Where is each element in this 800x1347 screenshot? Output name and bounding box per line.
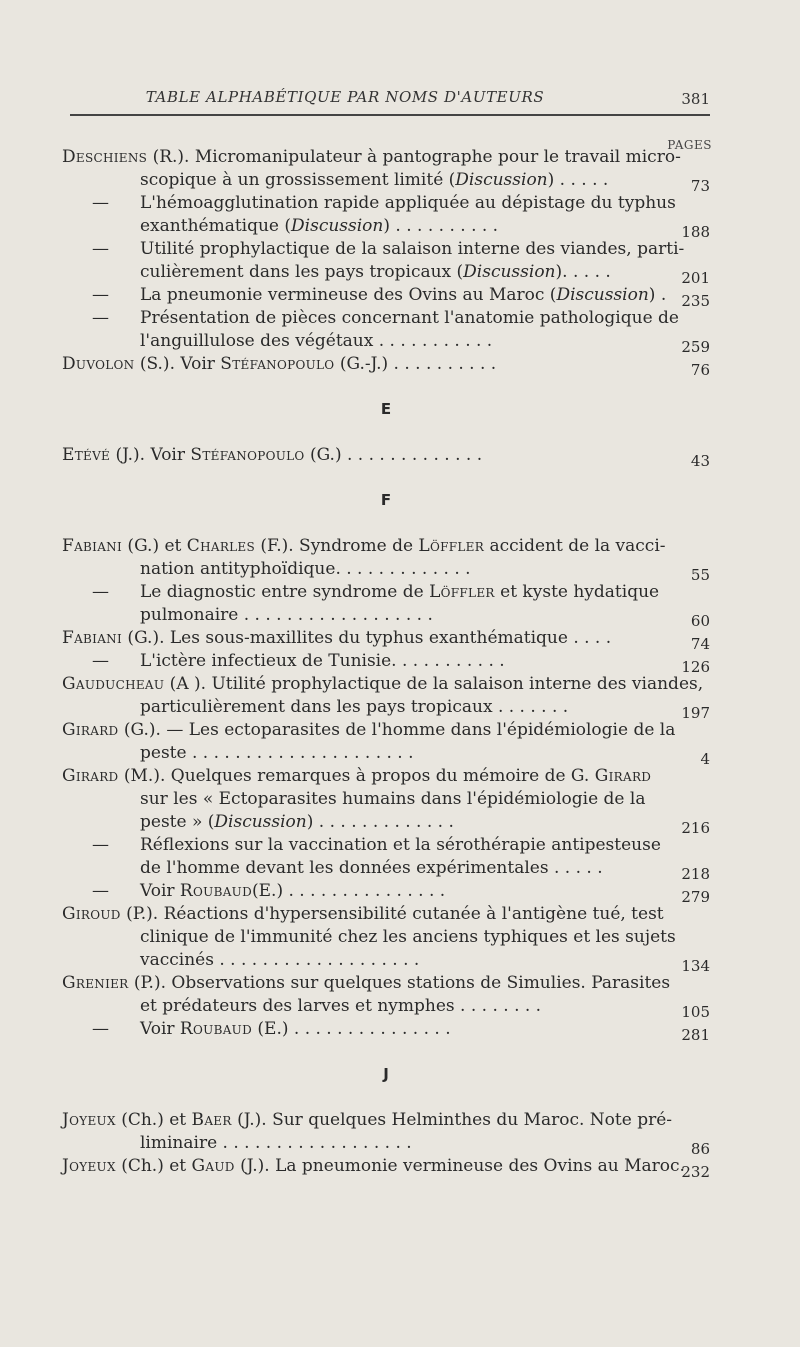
index-entry: Grenier (P.). Observations sur quelques stations de Simulies. Parasites et prédateurs des larves et nymphes . . . . . . . . 105 <box>62 972 710 1018</box>
page-ref: 218 <box>681 865 710 883</box>
page-ref: 216 <box>681 819 710 837</box>
page-ref: 74 <box>690 635 710 653</box>
index-entry: Gauducheau (A ). Utilité prophylactique de la salaison interne des viandes, particulièrement dans les pays tropicaux . . . . . . . 197 <box>62 673 710 719</box>
page-ref: 281 <box>681 1026 710 1044</box>
index-entry: Joyeux (Ch.) et Baer (J.). Sur quelques Helminthes du Maroc. Note pré- liminaire . . . . . . . . . . . . . . . . . . 86 <box>62 1109 710 1155</box>
index-entry: — Le diagnostic entre syndrome de Löffler et kyste hydatique pulmonaire . . . . . . . . . . . . . . . . . . 60 <box>62 581 710 627</box>
page-ref: 197 <box>681 704 710 722</box>
index-entry: Deschiens (R.). Micromanipulateur à pantographe pour le travail micro- scopique à un grossissement limité (Discussion) . . . . . 73 <box>62 146 710 192</box>
author-name: Giroud <box>62 904 121 924</box>
page-ref: 134 <box>681 957 710 975</box>
page-ref: 201 <box>681 269 710 287</box>
author-name: Gauducheau <box>62 674 165 694</box>
page-ref: 73 <box>690 177 710 195</box>
author-name: Girard <box>62 766 119 786</box>
index-entry: — L'hémoagglutination rapide appliquée au dépistage du typhus exanthématique (Discussion) . . . . . . . . . . 188 <box>62 192 710 238</box>
author-name: Duvolon <box>62 354 135 374</box>
author-name: Fabiani <box>62 628 123 648</box>
index-entry: — Voir Roubaud (E.) . . . . . . . . . . . . . . . 281 <box>62 1018 710 1041</box>
page-ref: 4 <box>700 750 710 768</box>
index-entry: — Utilité prophylactique de la salaison interne des viandes, parti- culièrement dans les pays tropicaux (Discussion). . . . . 201 <box>62 238 710 284</box>
index-entry: Girard (M.). Quelques remarques à propos du mémoire de G. Girard sur les « Ectoparasites humains dans l'épidémiologie de la peste » (Discussion) . . . . . . . . . . . . . 216 <box>62 765 710 834</box>
author-index <box>62 146 710 1181</box>
page-ref: 76 <box>690 361 710 379</box>
author-name: Joyeux <box>62 1110 116 1130</box>
page-ref: 235 <box>681 292 710 310</box>
index-entry: — Réflexions sur la vaccination et la sérothérapie antipesteuse de l'homme devant les données expérimentales . . . . . 218 <box>62 834 710 880</box>
pages-column-label: PAGES <box>667 138 712 152</box>
index-entry: Giroud (P.). Réactions d'hypersensibilité cutanée à l'antigène tué, test clinique de l'immunité chez les anciens typhiques et les sujets vaccinés . . . . . . . . . . . . . . . . . . . 134 <box>62 903 710 972</box>
page-ref: 126 <box>681 658 710 676</box>
author-name: Etévé <box>62 445 111 465</box>
index-entry: — La pneumonie vermineuse des Ovins au Maroc (Discussion) . 235 <box>62 284 710 307</box>
running-title: TABLE ALPHABÉTIQUE PAR NOMS D'AUTEURS <box>145 88 545 106</box>
page-ref: 259 <box>681 338 710 356</box>
author-name: Grenier <box>62 973 129 993</box>
page-ref: 55 <box>690 566 710 584</box>
index-entry: — Voir Roubaud(E.) . . . . . . . . . . . . . . . 279 <box>62 880 710 903</box>
section-letter-f: F <box>380 491 392 509</box>
author-name: Fabiani <box>62 536 123 556</box>
page-ref: 43 <box>690 452 710 470</box>
dash: — <box>92 193 109 213</box>
page-ref: 188 <box>681 223 710 241</box>
index-entry: Fabiani (G.) et Charles (F.). Syndrome de Löffler accident de la vacci- nation antityphoïdique. . . . . . . . . . . . . 55 <box>62 535 710 581</box>
author-name: Joyeux <box>62 1156 116 1176</box>
index-entry: Etévé (J.). Voir Stéfanopoulo (G.) . . . . . . . . . . . . . 43 <box>62 444 710 467</box>
index-entry: — Présentation de pièces concernant l'anatomie pathologique de l'anguillulose des végétaux . . . . . . . . . . . 259 <box>62 307 710 353</box>
page-ref: 232 <box>681 1163 710 1181</box>
page-number: 381 <box>681 90 710 108</box>
author-name: Girard <box>62 720 119 740</box>
author-name: Deschiens <box>62 147 148 167</box>
page-ref: 279 <box>681 888 710 906</box>
index-entry: Joyeux (Ch.) et Gaud (J.). La pneumonie vermineuse des Ovins au Maroc. 232 <box>62 1155 710 1178</box>
page-ref: 105 <box>681 1003 710 1021</box>
index-entry: Girard (G.). — Les ectoparasites de l'homme dans l'épidémiologie de la peste . . . . . . . . . . . . . . . . . . . . . 4 <box>62 719 710 765</box>
section-letter-e: E <box>380 400 392 418</box>
page-ref: 86 <box>690 1140 710 1158</box>
index-entry: Duvolon (S.). Voir Stéfanopoulo (G.-J.) . . . . . . . . . . 76 <box>62 353 710 376</box>
index-entry: — L'ictère infectieux de Tunisie. . . . . . . . . . . 126 <box>62 650 710 673</box>
index-entry: Fabiani (G.). Les sous-maxillites du typhus exanthématique . . . . 74 <box>62 627 710 650</box>
running-header <box>70 88 710 116</box>
section-letter-j: J <box>383 1065 389 1083</box>
page-ref: 60 <box>690 612 710 630</box>
